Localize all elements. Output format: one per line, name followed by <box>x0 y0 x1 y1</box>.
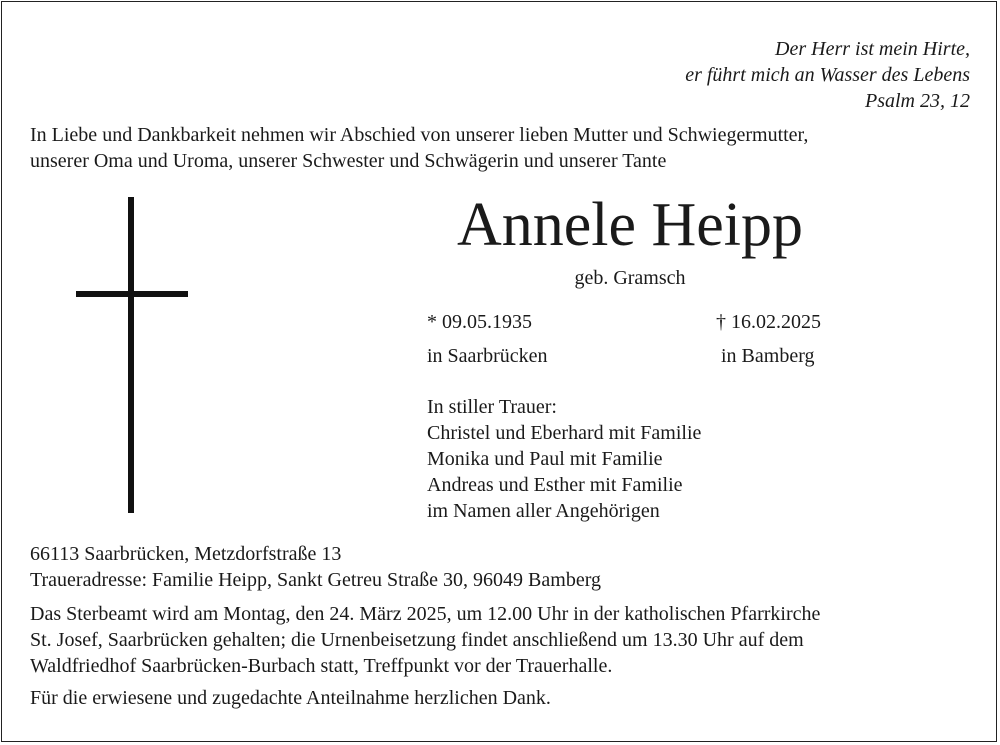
psalm-line: er führt mich an Wasser des Lebens <box>685 64 970 86</box>
service-line: Das Sterbeamt wird am Montag, den 24. März 2025, um 12.00 Uhr in der katholischen Pfarrkirche <box>30 603 821 625</box>
service-details <box>30 601 980 679</box>
service-line: St. Josef, Saarbrücken gehalten; die Urnenbeisetzung findet anschließend um 13.30 Uhr auf dem <box>30 629 804 651</box>
mourning-address: Traueradresse: Familie Heipp, Sankt Getreu Straße 30, 96049 Bamberg <box>30 569 601 591</box>
death-info <box>716 305 821 373</box>
psalm-quote <box>685 36 970 114</box>
mourner-line: Andreas und Esther mit Familie <box>427 474 683 496</box>
death-date: † 16.02.2025 <box>716 311 821 333</box>
death-place: in Bamberg <box>721 345 815 367</box>
intro-text <box>30 122 980 174</box>
intro-line: unserer Oma und Uroma, unserer Schwester und Schwägerin und unserer Tante <box>30 150 667 172</box>
maiden-name: geb. Gramsch <box>574 267 686 289</box>
mourners-list <box>427 394 701 524</box>
address-block <box>30 541 601 593</box>
mourner-line: im Namen aller Angehörigen <box>427 500 660 522</box>
thanks-text: Für die erwiesene und zugedachte Anteilnahme herzlichen Dank. <box>30 687 551 709</box>
mourners-heading: In stiller Trauer: <box>427 396 557 418</box>
cross-icon <box>76 197 188 513</box>
intro-line: In Liebe und Dankbarkeit nehmen wir Abschied von unserer lieben Mutter und Schwiegermutter, <box>30 124 809 146</box>
birth-info <box>427 305 548 373</box>
cross-vertical-bar <box>128 197 134 513</box>
residence-address: 66113 Saarbrücken, Metzdorfstraße 13 <box>30 543 342 565</box>
service-line: Waldfriedhof Saarbrücken-Burbach statt, Treffpunkt vor der Trauerhalle. <box>30 655 613 677</box>
mourner-line: Monika und Paul mit Familie <box>427 448 663 470</box>
cross-horizontal-bar <box>76 291 188 297</box>
mourner-line: Christel und Eberhard mit Familie <box>427 422 702 444</box>
birth-date: * 09.05.1935 <box>427 311 532 333</box>
deceased-name: Annele Heipp <box>456 191 804 259</box>
psalm-line: Der Herr ist mein Hirte, <box>775 38 970 60</box>
birth-place: in Saarbrücken <box>427 345 548 367</box>
psalm-reference: Psalm 23, 12 <box>865 90 970 112</box>
